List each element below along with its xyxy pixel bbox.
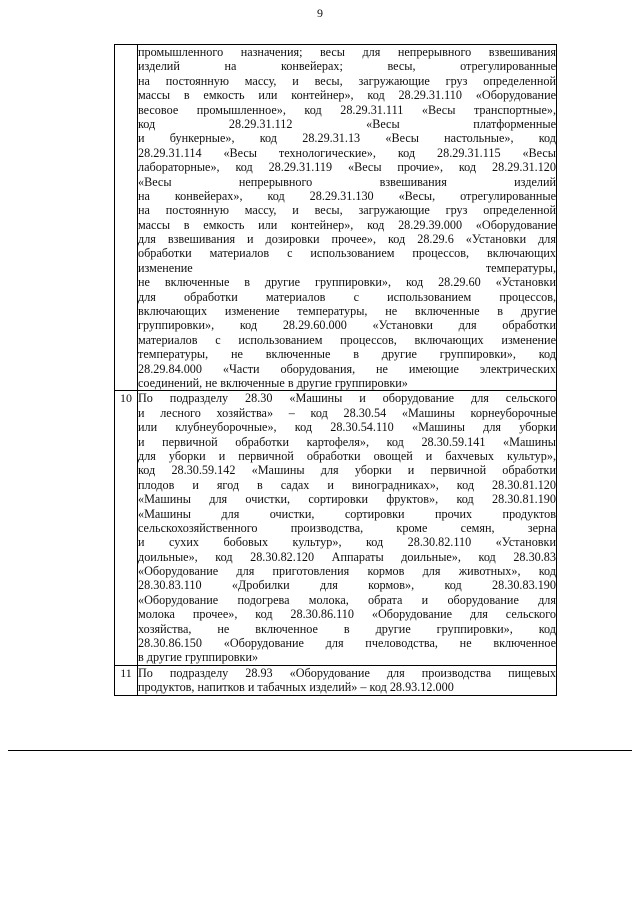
text-line: изделий на конвейерах; весы, отрегулированные <box>138 59 556 74</box>
row-content-cell <box>138 45 557 391</box>
text-line: По подразделу 28.30 «Машины и оборудование для сельского <box>138 391 556 406</box>
text-line: 28.29.31.114 «Весы технологические», код 28.29.31.115 «Весы <box>138 145 556 160</box>
text-line: «Машины для очистки, сортировки фруктов», код 28.30.81.190 <box>138 492 556 507</box>
text-line: код 28.29.31.112 «Весы платформенные <box>138 116 556 131</box>
text-line: материалов с использованием процессов, включающих изменение <box>138 332 556 347</box>
text-line: и первичной обработки картофеля», код 28.30.59.141 «Машины <box>138 434 556 449</box>
text-line: хозяйства, не включенное в другие группировки», код <box>138 621 556 636</box>
text-line: плодов и ягод в садах и виноградниках», код 28.30.81.120 <box>138 477 556 492</box>
row-content-cell <box>138 665 557 695</box>
text-line: лабораторные», код 28.29.31.119 «Весы прочие», код 28.29.31.120 <box>138 160 556 175</box>
text-line: продуктов, напитков и табачных изделий» – код 28.93.12.000 <box>138 680 454 695</box>
text-line: сельскохозяйственного производства, кроме семян, зерна <box>138 520 556 535</box>
text-line: температуры, не включенные в другие группировки», код <box>138 347 556 362</box>
text-line: промышленного назначения; весы для непрерывного взвешивания <box>138 45 556 59</box>
text-line: на конвейерах», код 28.29.31.130 «Весы, отрегулированные <box>138 188 556 203</box>
text-line: в другие группировки» <box>138 650 259 665</box>
text-line: 28.30.86.150 «Оборудование для пчеловодства, не включенное <box>138 636 556 651</box>
text-line: и бункерные», код 28.29.31.13 «Весы настольные», код <box>138 131 556 146</box>
table-row <box>115 391 557 665</box>
text-line: обработки материалов с использованием процессов, включающих <box>138 246 556 261</box>
text-line: По подразделу 28.93 «Оборудование для производства пищевых <box>138 665 556 680</box>
text-line: изменение температуры, <box>138 260 556 275</box>
footer-divider <box>8 750 632 751</box>
document-table <box>114 44 557 696</box>
text-line: на постоянную массу, и весы, загружающие груз определенной <box>138 73 556 88</box>
table-row <box>115 45 557 391</box>
row-number-cell: 11 <box>115 665 138 695</box>
text-line: массы в емкость или контейнер», код 28.29.31.110 «Оборудование <box>138 88 556 103</box>
text-line: 28.29.84.000 «Части оборудования, не имеющие электрических <box>138 361 556 376</box>
row-number-cell: 10 <box>115 391 138 665</box>
text-line: молока прочее», код 28.30.86.110 «Оборудование для сельского <box>138 607 556 622</box>
page-number: 9 <box>317 6 323 20</box>
document-table-body <box>115 45 557 696</box>
row-number-cell <box>115 45 138 391</box>
text-line: «Машины для очистки, сортировки прочих продуктов <box>138 506 556 521</box>
text-line: «Оборудование подогрева молока, обрата и оборудование для <box>138 592 556 607</box>
text-line: или клубнеуборочные», код 28.30.54.110 «Машины для уборки <box>138 420 556 435</box>
text-line: «Оборудование для приготовления кормов для животных», код <box>138 564 556 579</box>
text-line: массы в емкость или контейнер», код 28.29.39.000 «Оборудование <box>138 217 556 232</box>
text-line: для взвешивания и дозировки прочее», код 28.29.6 «Установки для <box>138 232 556 247</box>
text-line: для обработки материалов с использованием процессов, <box>138 289 556 304</box>
text-line: и лесного хозяйства» – код 28.30.54 «Машины корнеуборочные <box>138 405 556 420</box>
text-line: для уборки и первичной обработки овощей и бахчевых культур», <box>138 448 556 463</box>
text-line: код 28.30.59.142 «Машины для уборки и первичной обработки <box>138 463 556 478</box>
text-line: доильные», код 28.30.82.120 Аппараты доильные», код 28.30.83 <box>138 549 556 564</box>
table-row <box>115 665 557 695</box>
text-line: не включенные в другие группировки», код 28.29.60 «Установки <box>138 275 556 290</box>
row-content-cell <box>138 391 557 665</box>
text-line: группировки», код 28.29.60.000 «Установки для обработки <box>138 318 556 333</box>
text-line: на постоянную массу, и весы, загружающие груз определенной <box>138 203 556 218</box>
text-line: и сухих бобовых культур», код 28.30.82.110 «Установки <box>138 535 556 550</box>
text-line: весовое промышленное», код 28.29.31.111 «Весы транспортные», <box>138 102 556 117</box>
text-line: включающих изменение температуры, не включенные в другие <box>138 304 556 319</box>
text-line: «Весы непрерывного взвешивания изделий <box>138 174 556 189</box>
text-line: 28.30.83.110 «Дробилки для кормов», код 28.30.83.190 <box>138 578 556 593</box>
text-line: соединений, не включенные в другие группировки» <box>138 375 408 390</box>
